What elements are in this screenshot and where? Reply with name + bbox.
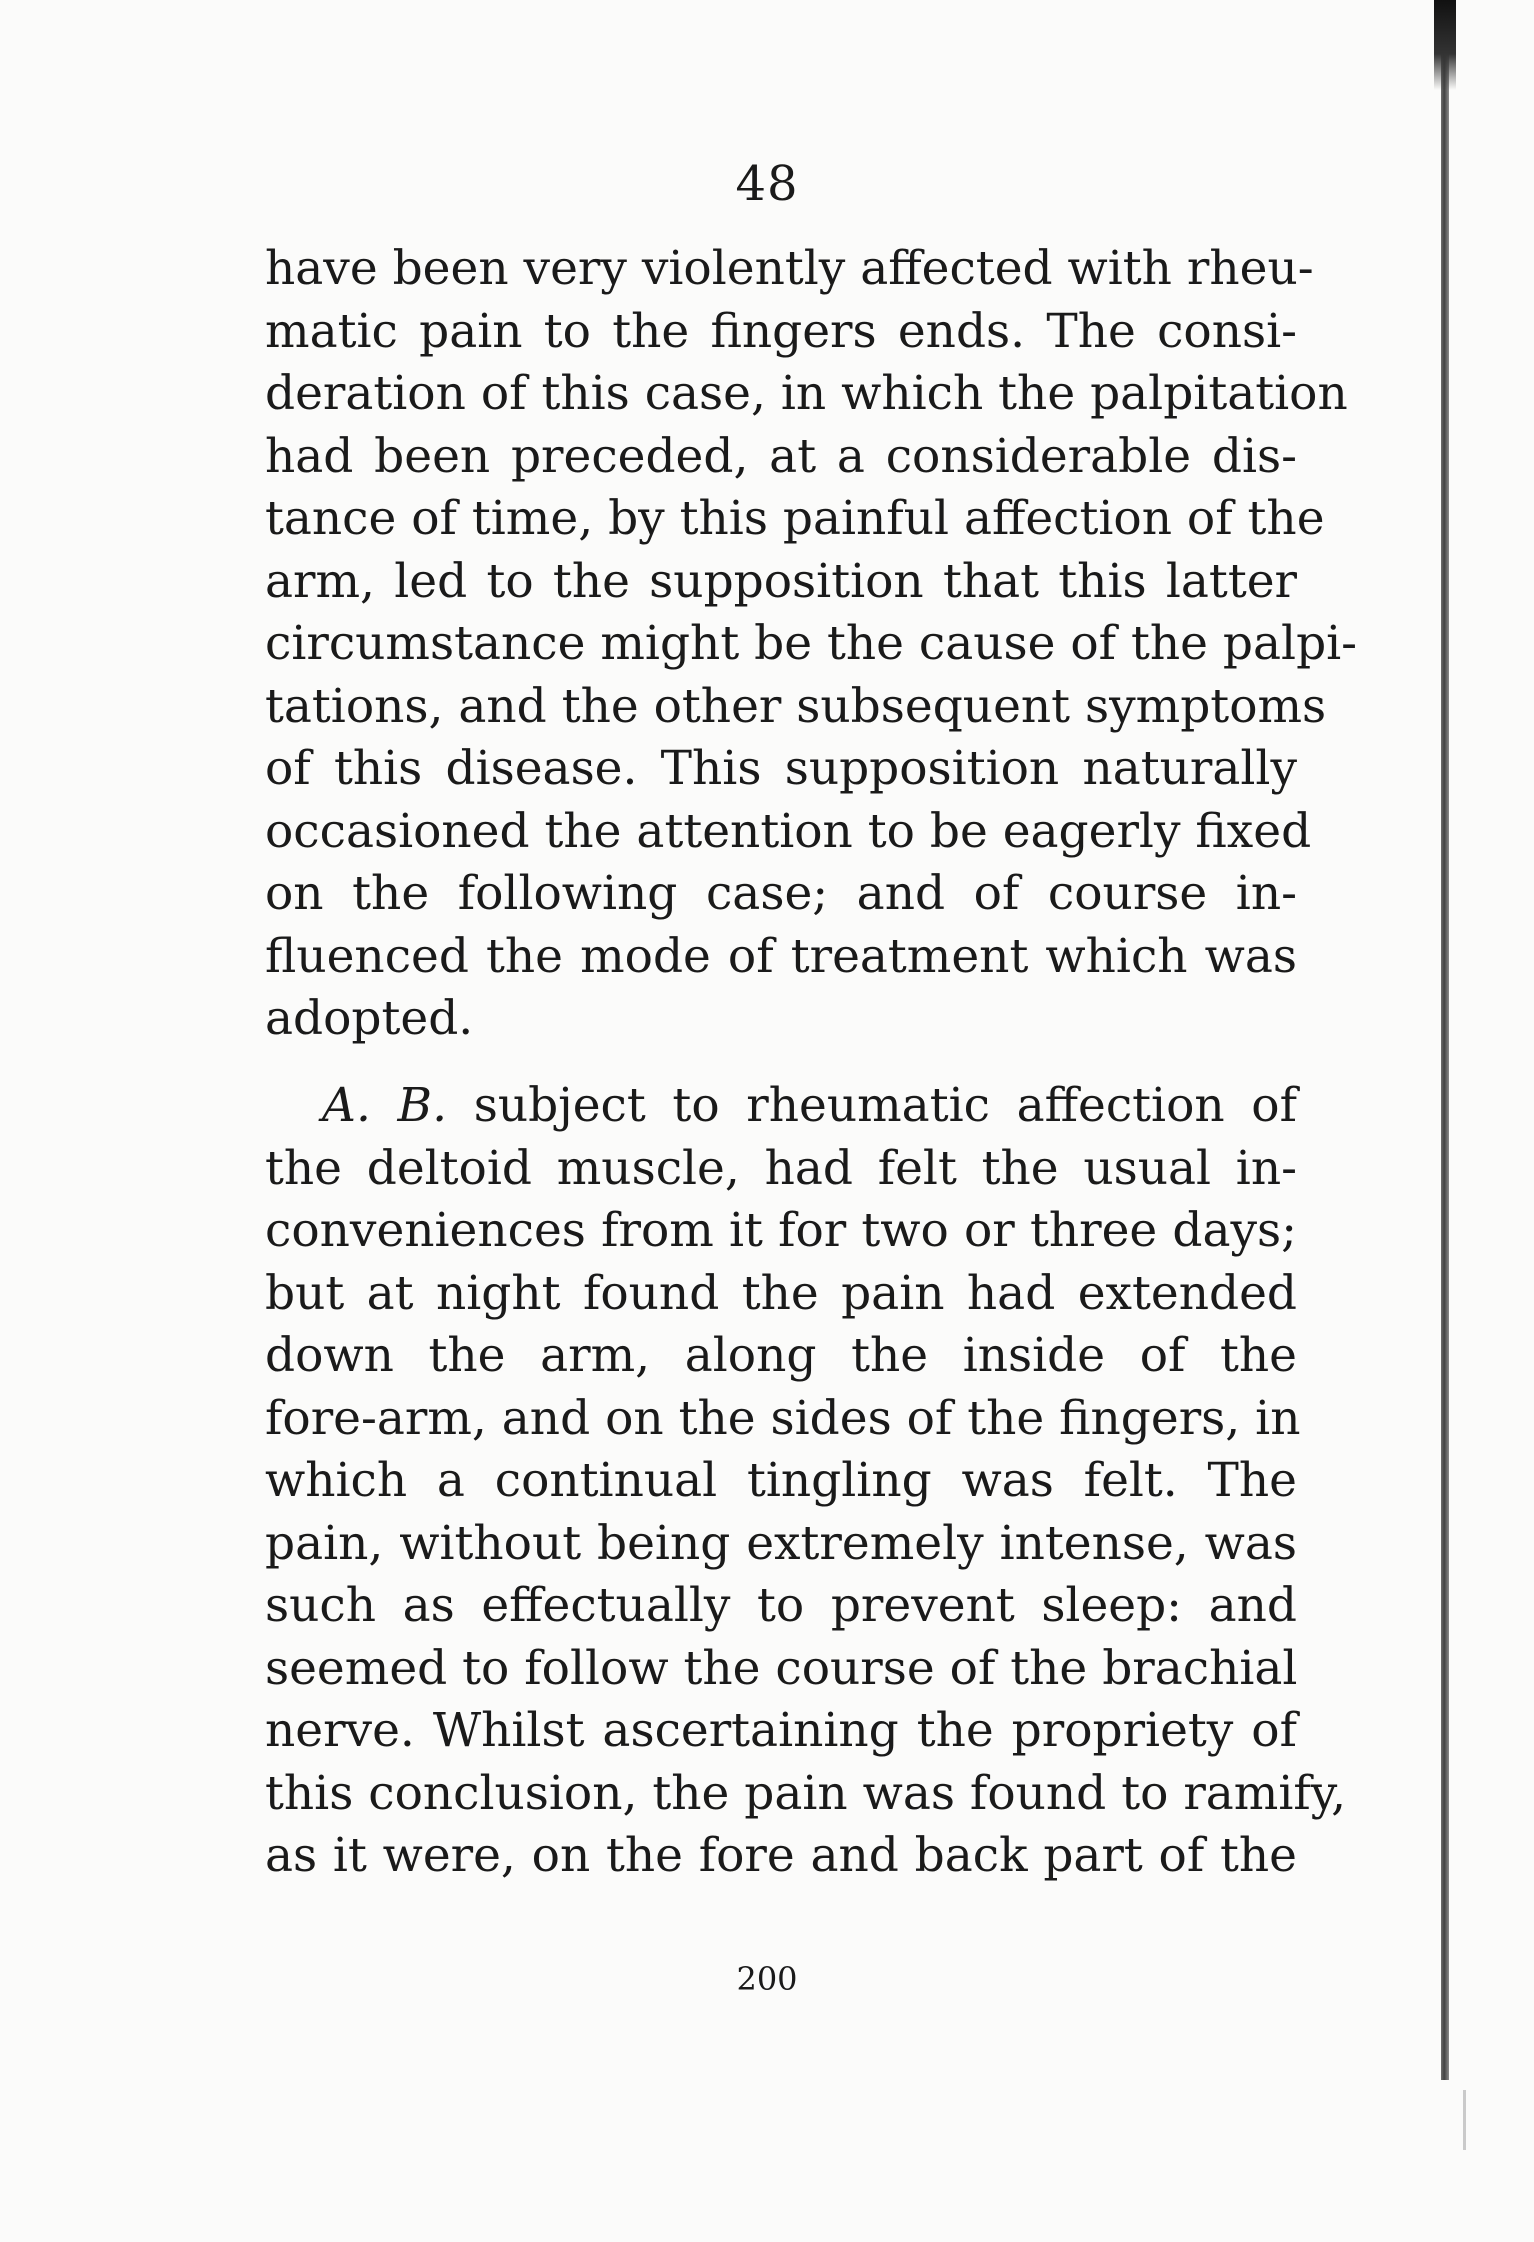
text-line: occasioned the attention to be eagerly fixed	[265, 803, 1312, 859]
text-line: the deltoid muscle, had felt the usual in-	[265, 1140, 1297, 1196]
text-line: as it were, on the fore and back part of the	[265, 1828, 1297, 1883]
text-line: of this disease. This supposition naturally	[265, 741, 1297, 796]
text-line: tance of time, by this painful affection of the	[265, 491, 1325, 546]
text-line: arm, led to the supposition that this latter	[265, 553, 1297, 609]
text-line: conveniences from it for two or three days;	[265, 1203, 1297, 1258]
text-line: tations, and the other subsequent symptoms	[265, 678, 1327, 734]
text-line: this conclusion, the pain was found to ramify,	[265, 1765, 1347, 1821]
text-line: which a continual tingling was felt. The	[265, 1453, 1297, 1508]
text-line: pain, without being extremely intense, was	[265, 1515, 1297, 1571]
text-line: circumstance might be the cause of the palpi-	[265, 616, 1358, 671]
text-line: had been preceded, at a considerable dis-	[265, 428, 1297, 484]
binding-speckle	[1463, 2090, 1466, 2150]
text-line: seemed to follow the course of the brachial	[265, 1640, 1298, 1696]
text-line: have been very violently affected with rheu-	[265, 241, 1314, 296]
text-line: but at night found the pain had extended	[265, 1265, 1297, 1321]
text-line: down the arm, along the inside of the	[265, 1328, 1297, 1383]
text-line: fluenced the mode of treatment which was	[265, 928, 1297, 984]
text-line: fore-arm, and on the sides of the fingers, in	[265, 1390, 1301, 1446]
case-initials: A. B.	[322, 1078, 448, 1133]
text-line: deration of this case, in which the palpitation	[265, 366, 1348, 421]
paragraph-2	[265, 1075, 1347, 1888]
text-line: on the following case; and of course in-	[265, 866, 1297, 921]
text-line: matic pain to the fingers ends. The consi-	[265, 303, 1297, 359]
text-line-rest: subject to rheumatic affection of	[447, 1078, 1297, 1133]
text-line: nerve. Whilst ascertaining the propriety of	[265, 1703, 1297, 1758]
signature-mark: 200	[736, 1960, 798, 1998]
page-number: 48	[735, 156, 799, 212]
binding-edge-top	[1434, 0, 1456, 90]
binding-edge	[1441, 0, 1449, 2080]
text-line: such as effectually to prevent sleep: and	[265, 1578, 1297, 1633]
paragraph-1	[265, 238, 1358, 1051]
text-line-first	[265, 1075, 1297, 1138]
text-line: adopted.	[265, 991, 474, 1046]
